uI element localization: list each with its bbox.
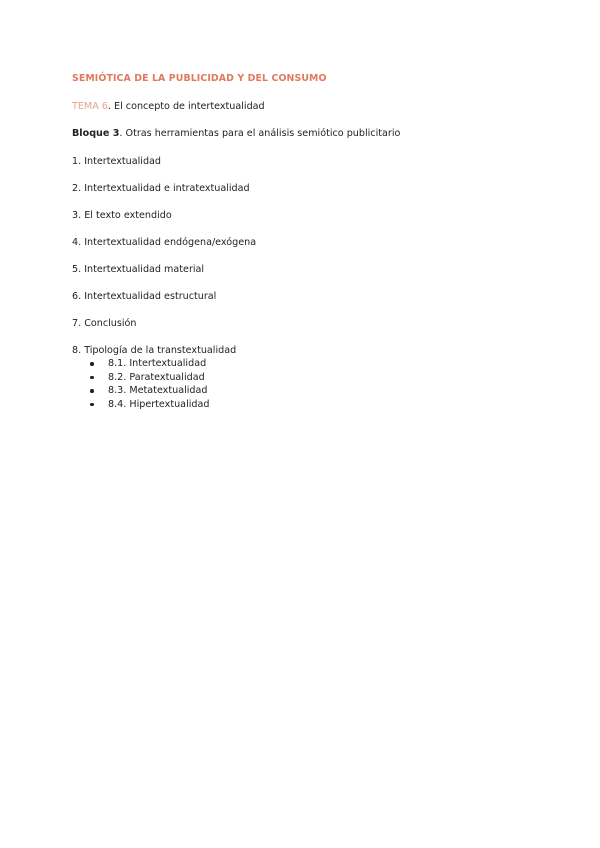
bullet-icon <box>90 362 94 366</box>
subsection-label: 8.2. Paratextualidad <box>108 371 205 383</box>
bullet-icon <box>90 389 94 393</box>
section-item: 8. Tipología de la transtextualidad <box>72 344 237 356</box>
section-item: 7. Conclusión <box>72 317 137 329</box>
subsection-item <box>90 398 532 412</box>
section-item: 5. Intertextualidad material <box>72 263 205 275</box>
section-item: 4. Intertextualidad endógena/exógena <box>72 236 257 248</box>
block-label: Bloque 3 <box>72 128 120 139</box>
bullet-icon <box>90 376 94 380</box>
course-title: SEMIÓTICA DE LA PUBLICIDAD Y DEL CONSUMO <box>72 73 327 84</box>
subsection-label: 8.3. Metatextualidad <box>108 385 208 396</box>
section-item: 2. Intertextualidad e intratextualidad <box>72 182 250 194</box>
subsection-label: 8.1. Intertextualidad <box>108 358 207 369</box>
subsection-item <box>90 357 532 371</box>
subsection-item <box>90 384 532 398</box>
block-text: . Otras herramientas para el análisis semiótico publicitario <box>119 128 401 139</box>
subsection-label: 8.4. Hipertextualidad <box>108 398 210 410</box>
subsection-item <box>90 371 532 385</box>
section-item: 1. Intertextualidad <box>72 155 162 167</box>
bullet-icon <box>90 403 94 407</box>
topic-label: TEMA 6 <box>72 100 108 112</box>
section-item: 6. Intertextualidad estructural <box>72 290 217 302</box>
section-item: 3. El texto extendido <box>72 209 172 221</box>
topic-text: . El concepto de intertextualidad <box>107 100 265 112</box>
subsection-list <box>72 357 532 411</box>
topic-line <box>72 100 532 114</box>
block-line <box>72 127 532 141</box>
document-content <box>72 72 532 411</box>
